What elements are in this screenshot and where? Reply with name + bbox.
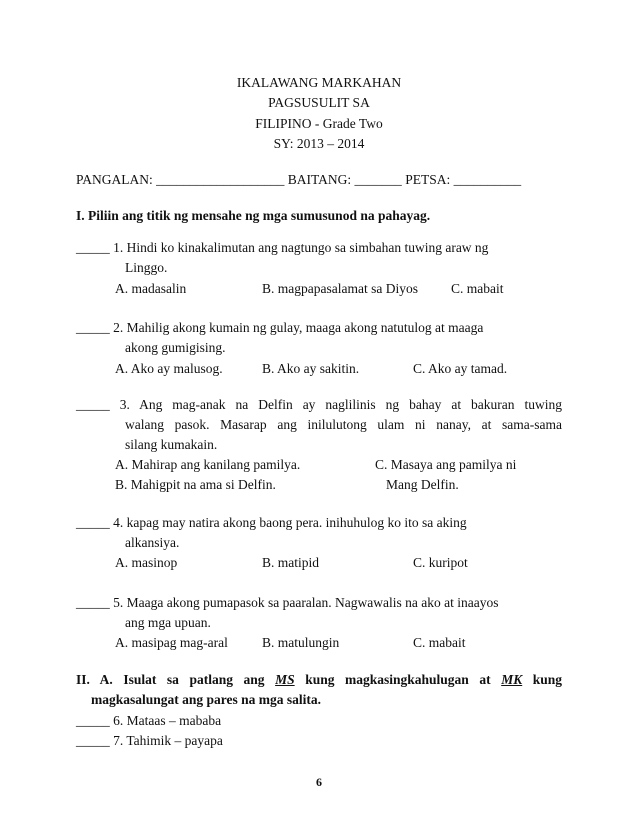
date-field[interactable]: PETSA: __________	[405, 172, 522, 187]
header-line-2: PAGSUSULIT SA	[268, 95, 370, 110]
page-number: 6	[316, 775, 322, 789]
info-line	[76, 172, 521, 188]
q3-choice-b: B. Mahigpit na ama si Delfin.	[115, 477, 276, 492]
q1-line-1: _____ 1. Hindi ko kinakalimutan ang nagtungo sa simbahan tuwing araw ng	[76, 240, 489, 255]
q4-choice-b: B. matipid	[262, 555, 319, 570]
q1-choice-b: B. magpapasalamat sa Diyos	[262, 281, 418, 296]
header-line-3: FILIPINO - Grade Two	[255, 116, 383, 131]
q3-line-1: _____ 3. Ang mag-anak na Delfin ay naglilinis ng bahay at bakuran tuwing	[76, 397, 562, 412]
q1-choice-c: C. mabait	[451, 281, 504, 296]
q4-choice-a: A. masinop	[115, 555, 178, 570]
q4-line-1: _____ 4. kapag may natira akong baong pera. inihuhulog ko ito sa aking	[76, 515, 467, 530]
q7-line: _____ 7. Tahimik – payapa	[76, 733, 223, 748]
q3-choice-a: A. Mahirap ang kanilang pamilya.	[115, 457, 301, 472]
mk-code: MK	[501, 672, 523, 687]
q3-choice-c-continued: Mang Delfin.	[386, 477, 459, 492]
q4-line-2: alkansiya.	[125, 535, 180, 550]
q5-choice-b: B. matulungin	[262, 635, 340, 650]
q2-line-2: akong gumigising.	[125, 340, 226, 355]
q5-choice-a: A. masipag mag-aral	[115, 635, 228, 650]
q4-choice-c: C. kuripot	[413, 555, 468, 570]
q2-choice-a: A. Ako ay malusog.	[115, 361, 223, 376]
header-line-4: SY: 2013 – 2014	[273, 136, 365, 151]
name-field[interactable]: PANGALAN: ___________________	[76, 172, 285, 187]
q2-choice-b: B. Ako ay sakitin.	[262, 361, 360, 376]
q3-line-3: silang kumakain.	[125, 437, 218, 452]
q1-line-2: Linggo.	[125, 260, 168, 275]
q5-line-1: _____ 5. Maaga akong pumapasok sa paaralan. Nagwawalis na ako at inaayos	[76, 595, 499, 610]
header-line-1: IKALAWANG MARKAHAN	[236, 75, 402, 90]
q1-choice-a: A. madasalin	[115, 281, 187, 296]
grade-field[interactable]: BAITANG: _______	[287, 172, 402, 187]
q3-line-2: walang pasok. Masarap ang inilulutong ulam ni nanay, at sama-sama	[125, 417, 562, 432]
q6-line: _____ 6. Mataas – mababa	[76, 713, 222, 728]
section-1-title: I. Piliin ang titik ng mensahe ng mga sumusunod na pahayag.	[76, 208, 431, 223]
q5-line-2: ang mga upuan.	[125, 615, 211, 630]
q2-line-1: _____ 2. Mahilig akong kumain ng gulay, maaga akong natutulog at maaga	[76, 320, 484, 335]
ms-code: MS	[275, 672, 295, 687]
q2-choice-c: C. Ako ay tamad.	[413, 361, 508, 376]
q3-choice-c: C. Masaya ang pamilya ni	[375, 457, 517, 472]
section-2-title-line-1: II. A. Isulat sa patlang ang MS kung magkasingkahulugan at MK kung	[76, 672, 563, 687]
section-2-title-line-2: magkasalungat ang pares na mga salita.	[91, 692, 322, 707]
q5-choice-c: C. mabait	[413, 635, 466, 650]
